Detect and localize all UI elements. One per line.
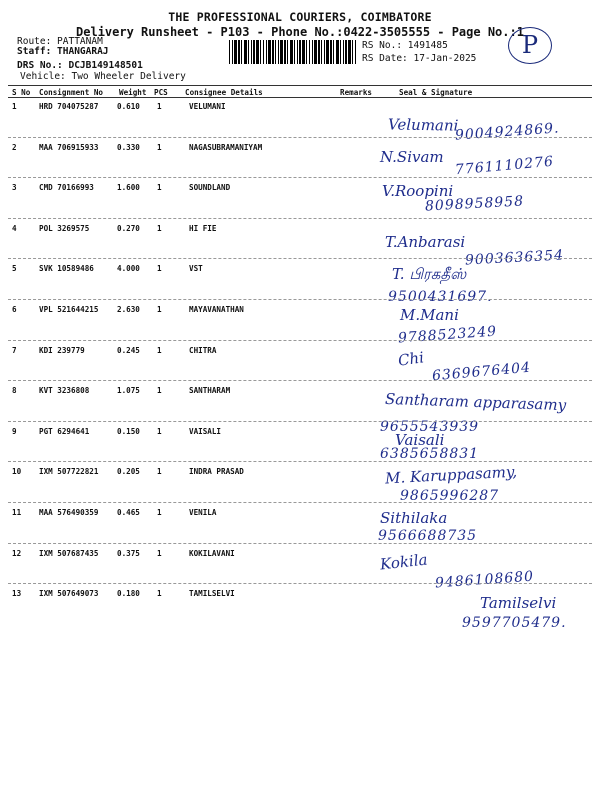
- row-pcs: 1: [157, 264, 162, 274]
- barcode-bar: [345, 40, 347, 64]
- barcode-bar: [355, 40, 356, 64]
- row-consignment-no: SVK 10589486: [39, 264, 94, 274]
- row-weight: 0.610: [117, 102, 140, 111]
- row-consignee: KOKILAVANI: [189, 548, 235, 558]
- barcode-bar: [260, 40, 261, 64]
- row-sno: 4: [12, 223, 17, 233]
- row-weight: 0.465: [117, 508, 140, 517]
- row-signature-phone: 9655543939: [380, 419, 480, 435]
- col-remarks: Remarks: [340, 88, 373, 97]
- row-divider: [8, 583, 592, 584]
- row-consignment-no: VPL 521644215: [39, 305, 99, 314]
- barcode-bar: [251, 40, 252, 64]
- barcode-bar: [336, 40, 339, 64]
- row-divider: [8, 380, 592, 381]
- row-consignee: TAMILSELVI: [189, 589, 235, 599]
- staff-label: Staff: THANGARAJ: [17, 46, 109, 57]
- row-sno: 11: [12, 508, 22, 517]
- barcode-bar: [238, 40, 240, 64]
- barcode-bar: [287, 40, 288, 64]
- row-consignee: NAGASUBRAMANIYAM: [189, 142, 263, 152]
- row-consignee: SOUNDLAND: [189, 183, 231, 193]
- row-weight: 1.600: [117, 183, 140, 193]
- row-pcs: 1: [157, 386, 162, 396]
- row-signature-phone: 8098958958: [424, 193, 525, 215]
- row-consignee: VST: [189, 264, 203, 274]
- row-signature-phone: 9597705479.: [462, 615, 567, 631]
- col-signature: Seal & Signature: [399, 88, 473, 97]
- row-consignment-no: IXM 507649073: [39, 589, 99, 599]
- barcode-bar: [333, 40, 334, 64]
- row-signature-phone: 9004924869.: [454, 120, 560, 144]
- barcode-bar: [272, 40, 274, 64]
- barcode: [229, 40, 356, 64]
- row-sno: 12: [12, 548, 22, 558]
- barcode-bar: [275, 40, 276, 64]
- header-bottom-rule: [8, 97, 592, 98]
- row-signature: Santharam apparasamy: [384, 389, 567, 415]
- barcode-bar: [244, 40, 247, 64]
- row-weight: 0.180: [117, 589, 140, 599]
- row-signature: Chi: [396, 348, 426, 370]
- row-weight: 0.150: [117, 426, 140, 436]
- row-signature-phone: 9500431697.: [388, 289, 493, 305]
- barcode-bar: [309, 40, 310, 64]
- row-consignment-no: KDI 239779: [39, 345, 85, 355]
- barcode-bar: [256, 40, 259, 64]
- barcode-bar: [299, 40, 301, 64]
- barcode-bar: [324, 40, 325, 64]
- barcode-bar: [234, 40, 237, 64]
- row-pcs: 1: [157, 183, 162, 193]
- runsheet-title: Delivery Runsheet - P103 - Phone No.:0422-3505555 - Page No.:1: [76, 25, 524, 39]
- row-consignment-no: IXM 507687435: [39, 548, 99, 558]
- row-signature-phone: 6385658831: [380, 446, 480, 462]
- row-consignee: HI FIE: [189, 223, 217, 233]
- row-consignee: VELUMANI: [189, 102, 226, 111]
- row-consignment-no: MAA 576490359: [39, 508, 99, 517]
- row-signature: Tamilselvi: [480, 594, 557, 612]
- company-name: THE PROFESSIONAL COURIERS, COIMBATORE: [168, 10, 432, 24]
- barcode-bar: [352, 40, 353, 64]
- row-consignee: VAISALI: [189, 426, 222, 436]
- row-divider: [8, 137, 592, 138]
- row-sno: 5: [12, 264, 17, 274]
- row-signature: N.Sivam: [380, 148, 444, 166]
- barcode-bar: [312, 40, 313, 64]
- row-signature: M.Mani: [400, 306, 459, 324]
- barcode-bar: [266, 40, 267, 64]
- row-divider: [8, 421, 592, 422]
- row-divider: [8, 543, 592, 544]
- row-sno: 13: [12, 589, 22, 599]
- barcode-bar: [306, 40, 307, 64]
- row-sno: 10: [12, 467, 22, 477]
- row-sno: 1: [12, 102, 17, 111]
- row-signature-phone: 9788523249: [397, 323, 498, 347]
- row-consignment-no: POL 3269575: [39, 223, 90, 233]
- barcode-bar: [348, 40, 351, 64]
- row-signature: Sithilaka: [380, 509, 448, 527]
- barcode-bar: [232, 40, 233, 64]
- row-pcs: 1: [157, 467, 162, 477]
- row-pcs: 1: [157, 589, 162, 599]
- row-divider: [8, 218, 592, 219]
- row-weight: 0.205: [117, 467, 140, 477]
- row-sno: 3: [12, 183, 17, 193]
- barcode-bar: [343, 40, 344, 64]
- barcode-bar: [297, 40, 298, 64]
- row-consignment-no: MAA 706915933: [39, 142, 99, 152]
- row-consignment-no: PGT 6294641: [39, 426, 90, 436]
- col-pcs: PCS: [154, 88, 168, 97]
- barcode-bar: [340, 40, 341, 64]
- row-consignee: VENILA: [189, 508, 217, 517]
- rs-number: RS No.: 1491485: [362, 40, 448, 51]
- row-pcs: 1: [157, 223, 162, 233]
- row-sno: 8: [12, 386, 17, 396]
- barcode-bar: [248, 40, 249, 64]
- row-weight: 4.000: [117, 264, 140, 274]
- barcode-bar: [263, 40, 264, 64]
- row-weight: 1.075: [117, 386, 140, 396]
- row-divider: [8, 502, 592, 503]
- row-consignee: INDRA PRASAD: [189, 467, 244, 477]
- drs-number: DRS No.: DCJB149148501: [17, 60, 143, 71]
- row-consignment-no: KVT 3236808: [39, 386, 90, 396]
- row-weight: 0.330: [117, 142, 140, 152]
- row-weight: 0.245: [117, 345, 140, 355]
- barcode-bar: [321, 40, 322, 64]
- row-pcs: 1: [157, 548, 162, 558]
- row-signature-phone: 9486108680: [434, 568, 535, 592]
- row-consignment-no: CMD 70166993: [39, 183, 94, 193]
- page-stamp: [508, 27, 552, 64]
- row-divider: [8, 258, 592, 259]
- row-signature: T.Anbarasi: [385, 233, 466, 251]
- barcode-bar: [302, 40, 305, 64]
- row-pcs: 1: [157, 345, 162, 355]
- barcode-bar: [314, 40, 317, 64]
- row-divider: [8, 299, 592, 300]
- row-weight: 0.270: [117, 223, 140, 233]
- row-signature-phone: 7761110276: [454, 153, 555, 179]
- barcode-bar: [268, 40, 271, 64]
- row-consignment-no: HRD 704075287: [39, 102, 99, 111]
- row-pcs: 1: [157, 142, 162, 152]
- barcode-bar: [318, 40, 320, 64]
- row-signature-phone: 9003636354: [464, 247, 565, 269]
- route-label: Route: PATTANAM: [17, 36, 103, 47]
- row-sno: 7: [12, 345, 17, 355]
- row-signature: Kokila: [379, 550, 429, 574]
- table-top-rule: [8, 85, 592, 86]
- barcode-bar: [294, 40, 295, 64]
- row-signature-phone: 6369676404: [431, 359, 532, 385]
- barcode-bar: [229, 40, 230, 64]
- col-consignment: Consignment No: [39, 88, 104, 97]
- row-signature: Velumani: [387, 115, 459, 135]
- barcode-bar: [280, 40, 283, 64]
- vehicle-label: Vehicle: Two Wheeler Delivery: [20, 71, 186, 82]
- row-pcs: 1: [157, 305, 162, 314]
- col-sno: S No: [12, 88, 31, 97]
- row-pcs: 1: [157, 102, 162, 111]
- row-weight: 0.375: [117, 548, 140, 558]
- barcode-bar: [326, 40, 329, 64]
- row-signature: T. பிரகதீஸ்: [392, 265, 467, 283]
- row-pcs: 1: [157, 508, 162, 517]
- barcode-bar: [241, 40, 242, 64]
- row-signature: V.Roopini: [382, 182, 454, 200]
- row-sno: 2: [12, 142, 17, 152]
- row-sno: 9: [12, 426, 17, 436]
- row-signature: M. Karuppasamy,: [384, 462, 518, 488]
- barcode-bar: [278, 40, 279, 64]
- row-divider: [8, 340, 592, 341]
- stamp-letter: P: [521, 31, 539, 59]
- barcode-bar: [253, 40, 255, 64]
- row-consignee: MAYAVANATHAN: [189, 305, 244, 314]
- row-signature-phone: 9865996287: [400, 488, 500, 504]
- barcode-bar: [290, 40, 293, 64]
- row-signature-phone: 9566688735: [378, 528, 478, 544]
- row-consignee: SANTHARAM: [189, 386, 231, 396]
- row-signature: Vaisali: [395, 431, 445, 449]
- barcode-bar: [330, 40, 332, 64]
- col-weight: Weight: [119, 88, 147, 97]
- row-sno: 6: [12, 305, 17, 314]
- row-consignment-no: IXM 507722821: [39, 467, 99, 477]
- row-consignee: CHITRA: [189, 345, 217, 355]
- rs-date: RS Date: 17-Jan-2025: [362, 53, 477, 64]
- row-divider: [8, 177, 592, 178]
- row-weight: 2.630: [117, 305, 140, 314]
- barcode-bar: [284, 40, 286, 64]
- col-consignee: Consignee Details: [185, 88, 263, 97]
- row-pcs: 1: [157, 426, 162, 436]
